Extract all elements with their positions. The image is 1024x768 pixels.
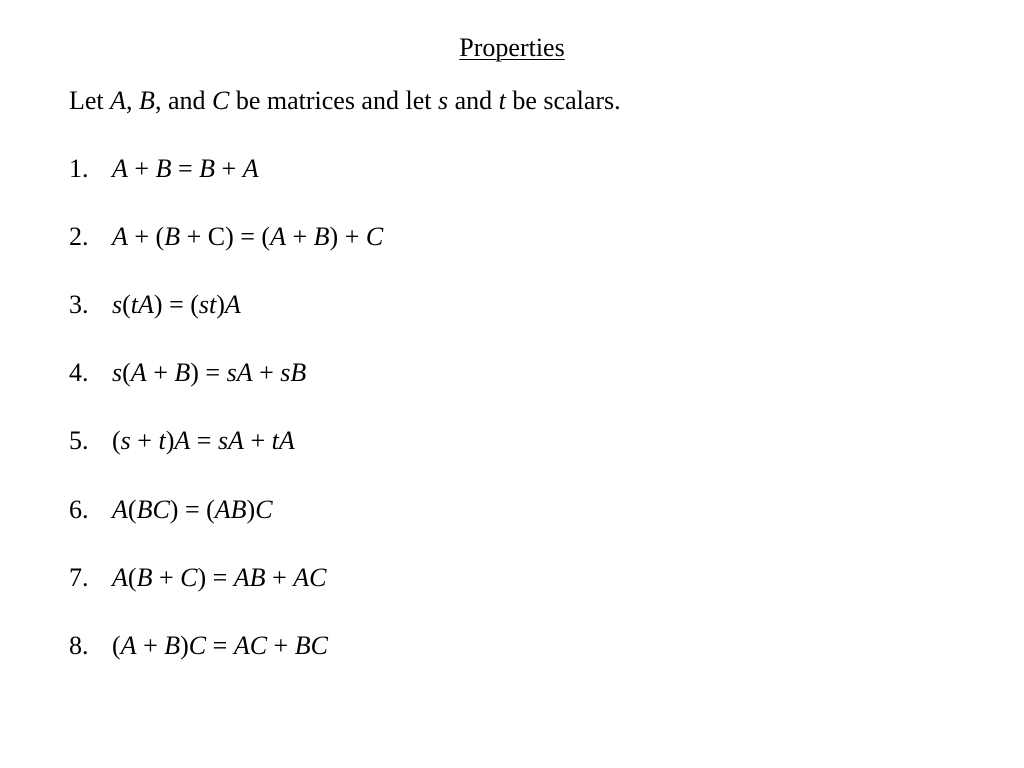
property-number: 8.	[69, 631, 89, 660]
intro-text: , and	[154, 86, 212, 115]
property-number: 7.	[69, 563, 89, 592]
formula-op: (	[112, 631, 121, 660]
property-7	[69, 562, 326, 594]
formula-op: +	[130, 426, 159, 455]
formula-op: )	[180, 631, 189, 660]
formula-var: A	[112, 222, 128, 251]
formula-op: )	[165, 426, 175, 455]
formula-var: A	[120, 631, 137, 660]
formula-op: =	[190, 426, 218, 455]
formula-var: A	[112, 563, 128, 592]
formula-var: B	[164, 222, 181, 251]
formula-var: C	[188, 631, 207, 660]
formula-op: =	[171, 154, 200, 183]
formula-var: A	[270, 222, 286, 251]
formula-var: A	[224, 290, 241, 319]
formula-var: AC	[233, 631, 268, 660]
formula-op: (	[122, 358, 131, 387]
property-2	[69, 221, 383, 253]
formula-op: ) =	[190, 358, 227, 387]
formula-var: sA	[226, 358, 253, 387]
formula-var: B	[313, 222, 330, 251]
formula-var: C	[180, 563, 198, 592]
formula-var: sB	[280, 358, 307, 387]
property-1	[69, 153, 259, 185]
formula-op: +	[252, 358, 281, 387]
formula-op: +	[243, 426, 272, 455]
formula-var: B	[174, 358, 191, 387]
property-number: 1.	[69, 154, 89, 183]
formula-op: ) +	[329, 222, 366, 251]
intro-var-b: B	[139, 86, 155, 115]
formula-op: +	[146, 358, 175, 387]
property-number: 3.	[69, 290, 89, 319]
formula-var: A	[174, 426, 191, 455]
formula-var: B	[164, 631, 181, 660]
formula-op: (	[112, 426, 121, 455]
formula-var: sA	[217, 426, 244, 455]
formula-op: +	[265, 563, 294, 592]
property-number: 2.	[69, 222, 89, 251]
intro-var-s: s	[437, 86, 449, 115]
intro-text: be scalars.	[505, 86, 621, 115]
formula-var: AB	[233, 563, 266, 592]
formula-var: B	[199, 154, 216, 183]
formula-var: s	[112, 358, 123, 387]
intro-text: be matrices and let	[229, 86, 438, 115]
title-text: Properties	[459, 33, 565, 62]
formula-op: )	[246, 495, 256, 524]
intro-sentence	[69, 85, 621, 117]
intro-text: and	[448, 86, 499, 115]
formula-var: st	[198, 290, 217, 319]
formula-var: BC	[136, 495, 170, 524]
formula-op: +	[127, 154, 156, 183]
formula-op: ) = (	[169, 495, 215, 524]
formula-var: A	[130, 358, 147, 387]
page-title	[0, 32, 1024, 64]
property-4	[69, 357, 306, 389]
formula-var: s	[112, 290, 123, 319]
formula-op: (	[122, 290, 131, 319]
formula-op: + (	[127, 222, 165, 251]
formula-op: +	[215, 154, 243, 183]
formula-op: +	[285, 222, 314, 251]
formula-var: A	[112, 495, 128, 524]
formula-op: (	[127, 495, 137, 524]
formula-var: AB	[214, 495, 247, 524]
formula-op: +	[267, 631, 295, 660]
formula-op: + C) = (	[180, 222, 271, 251]
formula-op: (	[127, 563, 137, 592]
intro-text: ,	[126, 86, 140, 115]
property-3	[69, 289, 241, 321]
formula-var: AC	[293, 563, 327, 592]
formula-var: B	[136, 563, 153, 592]
property-number: 4.	[69, 358, 89, 387]
formula-op: )	[216, 290, 225, 319]
formula-op: ) =	[197, 563, 234, 592]
formula-var: C	[365, 222, 384, 251]
property-6	[69, 494, 273, 526]
intro-var-t: t	[498, 86, 506, 115]
property-number: 6.	[69, 495, 89, 524]
intro-var-c: C	[211, 86, 230, 115]
formula-var: tA	[130, 290, 154, 319]
intro-var-a: A	[110, 86, 127, 115]
formula-op: =	[206, 631, 234, 660]
property-5	[69, 425, 295, 457]
property-number: 5.	[69, 426, 89, 455]
formula-op: +	[136, 631, 165, 660]
formula-var: s	[120, 426, 131, 455]
formula-var: BC	[294, 631, 328, 660]
formula-op: ) = (	[153, 290, 199, 319]
property-8	[69, 630, 328, 662]
formula-var: tA	[271, 426, 295, 455]
intro-text: Let	[69, 86, 111, 115]
formula-var: A	[242, 154, 259, 183]
formula-var: A	[112, 154, 128, 183]
formula-var: t	[158, 426, 166, 455]
formula-op: +	[152, 563, 181, 592]
formula-var: B	[155, 154, 172, 183]
formula-var: C	[255, 495, 273, 524]
